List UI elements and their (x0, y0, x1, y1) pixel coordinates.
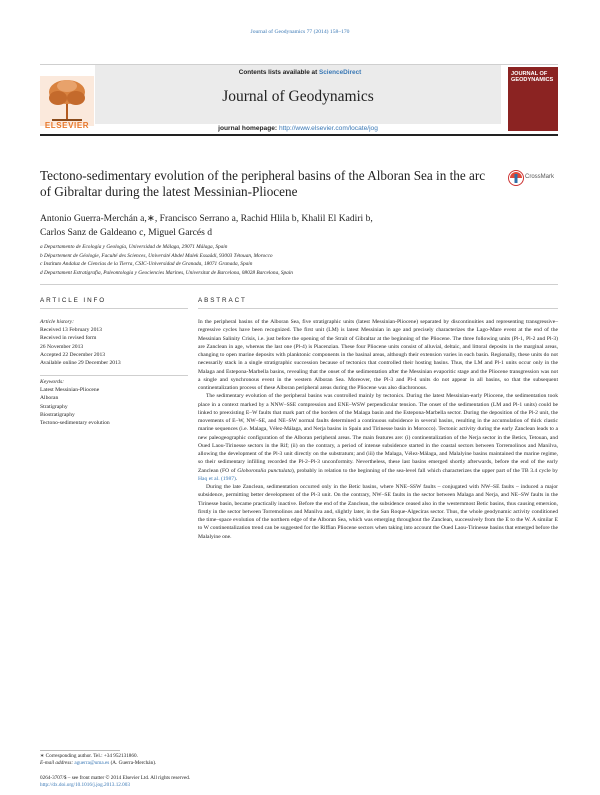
affiliation: b Département de Géologie, Faculté des Sciences, Université Abdel Malek Essaâdi, 93003 Tétouan, Morocco (40, 252, 273, 259)
journal-homepage (95, 125, 501, 132)
affiliation: a Departamento de Ecología y Geología, Universidad de Málaga, 29071 Málaga, Spain (40, 244, 228, 250)
abstract-paragraph: In the peripheral basins of the Alboran Sea, five stratigraphic units (latest Messinian-Pliocene) separated by discontinuities and representing transgressive–regressive cycles have been recognized. The first unit (LM) is latest Messinian in age and precisely characterizes the Lago-Mare event at the end of the Messinian Salinity Crisis, i.e. just before the opening of the Strait of Gibraltar at the beginning of the Pliocene. The three following units (Pl-1, Pl-2 and Pl-3) are Zanclean in age, whereas the last one (Pl-4) is Piacenzian. These four Pliocene units consist of alluvial, deltaic, and littoral deposits in the marginal areas, changing to open marine deposits with planktonic components in the basinal areas, although their extension varies in each basin. Regionally, these units do not necessarily stack in a single stratigraphic succession because of tectonics that controlled their hosting basins. Thus, the LM and Pl-1 units occur only in the Malaga and Estepona-Marbella basins, revealing that the onset of the sedimentation after the Messinian evaporitic stage and the Pliocene transgression was not a single and synchronous event in the western Alboran Sea. Moreover, the Pl-3 and Pl-4 units do not appear in all basins, so that the subsequent continentalization process of these Alboran peripheral areas during the Pliocene was also diachronous. (198, 319, 558, 391)
affiliation: c Instituto Andaluz de Ciencias de la Tierra, CSIC-Universidad de Granada, 18071 Granada, Spain (40, 261, 253, 267)
journal-name: Journal of Geodynamics (222, 88, 374, 105)
abstract-body (198, 318, 558, 541)
sciencedirect-link[interactable]: ScienceDirect (318, 69, 362, 76)
cover-title: JOURNAL OF GEODYNAMICS (511, 71, 554, 83)
corresponding-author: ∗ Corresponding author. Tel.: +34 952131860. (40, 753, 138, 759)
issn-copyright: 0264-3707/$ – see front matter © 2014 Elsevier Ltd. All rights reserved. (40, 775, 191, 781)
abstract-text: The sedimentary evolution of the peripheral basins was controlled mainly by tectonics. During the latest Messinian-early Pliocene, the sedimentation took place in a context marked by a NNW–SSE compression and ENE–WSW perpendicular tension. The onset of the sedimentation (LM and Pl-1 units) could be linked to preexisting E–W faults that mark part of the borders of the Malaga basin and the Estepona-Marbella sector. During the deposition of the Pl-2 unit, the movements of E–W, NW–SE, and NE–SW normal faults determined a continuous subsidence in several basins, resulting in the accumulation of thick clastic marine sequences (i.e. Malaga, Vélez-Málaga, and Nerja basins in Spain and Tirinesse basin in Morocco). Tectonic activity during the early Zanclean leads to a new paleogeographic configuration of the Alboran peripheral areas. The main features are: (i) continentalization of the Nerja sector in the Betics, Tetouan, and Oued Laou-Tirinesse sectors in the Rif; (ii) on the contrary, a period of intense subsidence started in the coastal sectors between Torremolinos and Manilva, allowing the development of the Pl-3 unit directly on the substratum; and (iii) the Malaga, Vélez-Málaga, and Malalyine basins maintained the marine regime, so their sedimentary infilling recorded the Pl-2–Pl-3 unconformity. Nevertheless, these last basins emerged shortly afterwards, before the end of the early Zanclean (FO of (198, 393, 558, 474)
abstract-heading: ABSTRACT (198, 297, 247, 304)
keyword-item: Tectono-sedimentary evolution (40, 420, 110, 427)
article-history (40, 318, 190, 367)
email-link[interactable]: aguerra@uma.es (74, 760, 110, 767)
homepage-label: journal homepage: (218, 125, 279, 132)
keyword-item: Biostratigraphy (40, 411, 75, 418)
homepage-link[interactable]: http://www.elsevier.com/locate/jog (278, 125, 378, 132)
history-item: Accepted 22 December 2013 (40, 351, 106, 358)
article-info-rule (40, 308, 188, 309)
abstract-paragraph (198, 392, 558, 483)
abstract-text: ), probably in relation to the beginning of the sea-level fall which characterizes the upper part of the TB 3.4 cycle by (291, 467, 558, 474)
article-info-heading: ARTICLE INFO (40, 297, 107, 304)
journal-citation[interactable]: Journal of Geodynamics 77 (2014) 158–170 (250, 29, 350, 35)
crossmark-label[interactable]: CrossMark (525, 174, 555, 180)
header-rule-bottom (40, 134, 558, 136)
article-title: Tectono-sedimentary evolution of the peripheral basins of the Alboran Sea in the arc of Gibraltar during the latest Messinian-Pliocene (40, 168, 486, 199)
copyright-block (40, 775, 440, 789)
history-item: Received 13 February 2013 (40, 327, 102, 334)
keywords (40, 378, 190, 427)
keyword-item: Latest Messinian-Pliocene (40, 387, 100, 394)
authors-line-1: Antonio Guerra-Merchán a,∗, Francisco Serrano a, Rachid Hlila b, Khalil El Kadiri b, (40, 213, 373, 224)
crossmark-icon[interactable] (508, 170, 524, 186)
affiliations (40, 243, 560, 277)
email-suffix: (A. Guerra-Merchán). (109, 760, 157, 767)
contents-prefix: Contents lists available at (238, 69, 319, 76)
footnotes (40, 753, 340, 767)
history-item: Received in revised form (40, 335, 97, 342)
abstract-rule (198, 308, 558, 309)
elsevier-wordmark: ELSEVIER (44, 121, 90, 130)
footnote-rule (40, 750, 120, 751)
keywords-label: Keywords: (40, 379, 65, 385)
keywords-rule (40, 375, 188, 376)
history-item: Available online 29 December 2013 (40, 360, 121, 367)
abstract-paragraph: During the late Zanclean, sedimentation occurred only in the Betic basins, where NNE–SSW faults – conjugated with NW–SE faults – induced a major subsidence, permitting better development of the Pl-3 unit. On the contrary, NW–SE faults in the sector between Malaga and Nerja, and NE–SW faults in the Tirinesse basin, became practically inactive. Before the end of the Zanclean, the subsidence ceased also in the westernmost Betic basins, thus causing emersion, firstly in the sector between Torremolinos and Manilva and, slightly later, in the San Roque-Algeciras sector. Thus, the whole geodynamic activity conditioned the time–space evolution of the northern edge of the Alboran Sea, which was emerging throughout the Zanclean, successively from the E to the W. A similar E to W continentalization trend can be suggested for the Riffian Pliocene sectors when taking into account the Oued Laou-Tirinesse basins that emerged before the Malalyine one. (198, 484, 558, 540)
email-label: E-mail address: (40, 760, 75, 767)
affiliation-rule (40, 284, 558, 285)
affiliation: d Departament Estratigrafia, Paleontologia y Geociencies Marines, Universitat de Barcelona, 08028 Barcelona, Spain (40, 269, 293, 276)
keyword-item: Stratigraphy (40, 403, 68, 410)
history-item: 26 November 2013 (40, 343, 84, 350)
reference-link[interactable]: Haq et al. (1987) (198, 475, 236, 482)
keyword-item: Alboran (40, 395, 59, 402)
history-label: Article history: (40, 319, 75, 325)
abstract-text: . (235, 475, 238, 482)
species-name: Globorotalia punctulata (237, 467, 292, 474)
author-list (40, 212, 560, 240)
email-line (40, 760, 340, 767)
authors-line-2: Carlos Sanz de Galdeano c, Miguel Garcés d (40, 227, 213, 238)
doi-link[interactable]: http://dx.doi.org/10.1016/j.jog.2013.12.003 (40, 782, 130, 789)
